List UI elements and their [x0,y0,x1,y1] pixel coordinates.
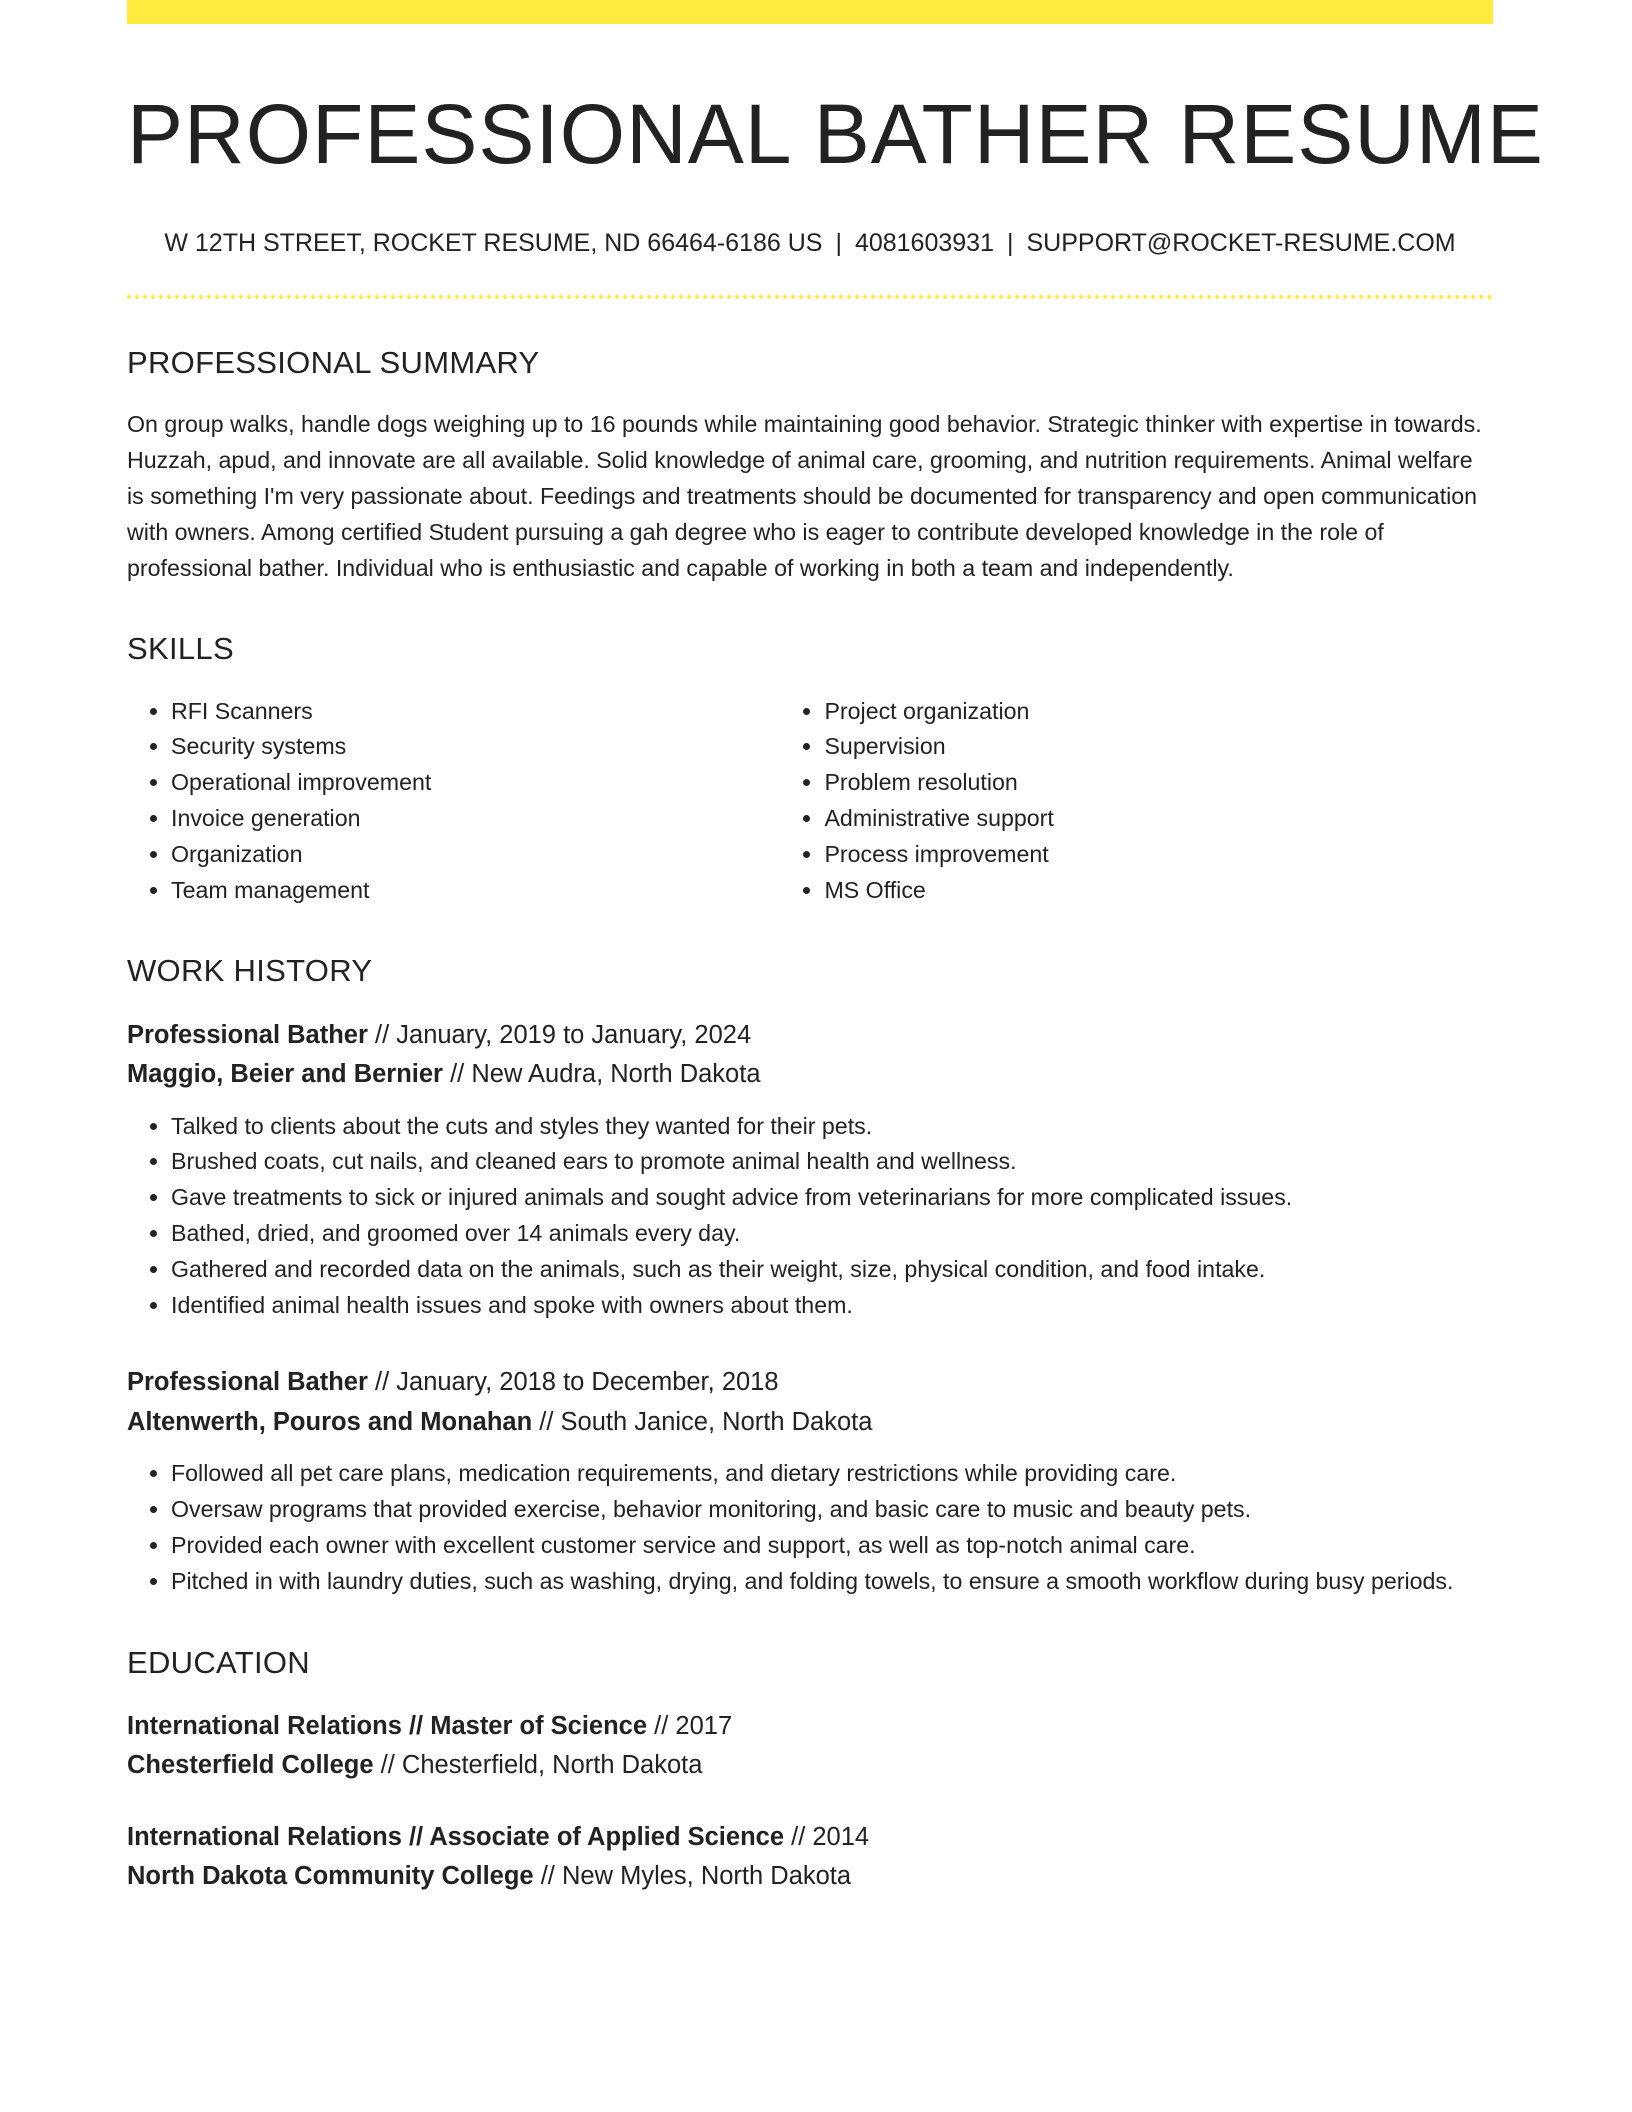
job-bullet: • Oversaw programs that provided exercise, behavior monitoring, and basic care to music and beauty pets. [171,1492,1493,1528]
degree-line [127,1707,1493,1747]
skill-item: • Problem resolution [824,765,1493,801]
job-bullet: • Provided each owner with excellent customer service and support, as well as top-notch animal care. [171,1528,1493,1564]
job-bullet: • Followed all pet care plans, medication requirements, and dietary restrictions while providing care. [171,1456,1493,1492]
work-history-section [127,952,1493,1599]
contact-address: W 12TH STREET, ROCKET RESUME, ND 66464-6186 US [164,228,823,257]
separator: // [540,1862,555,1891]
skill-item: • Security systems [171,729,780,765]
graduation-year: 2017 [675,1711,733,1740]
job-bullets [127,1109,1493,1324]
separator: // [654,1711,669,1740]
graduation-year: 2014 [812,1822,870,1851]
school-name: Chesterfield College [127,1751,374,1780]
summary-section [127,344,1493,586]
summary-heading: PROFESSIONAL SUMMARY [127,345,540,381]
degree: International Relations // Master of Science [127,1711,648,1740]
school-name: North Dakota Community College [127,1862,534,1891]
separator: // [375,1368,390,1397]
separator: // [791,1822,806,1851]
degree-line [127,1818,1493,1858]
contact-separator: | [835,228,842,257]
skills-section [127,630,1493,908]
degree: International Relations // Associate of Applied Science [127,1822,785,1851]
job-title-line [127,1016,1493,1056]
separator: // [450,1060,465,1089]
job-bullet: • Talked to clients about the cuts and styles they wanted for their pets. [171,1109,1493,1145]
school-location: New Myles, North Dakota [561,1862,852,1891]
contact-phone: 4081603931 [854,228,994,257]
skills-columns [127,694,1493,909]
job-company-line [127,1055,1493,1095]
job-company-line [127,1403,1493,1443]
contact-separator: | [1006,228,1014,257]
skill-item: • Administrative support [824,801,1493,837]
separator: // [380,1751,395,1780]
skill-item: • Project organization [824,694,1493,730]
school-location: Chesterfield, North Dakota [401,1751,703,1780]
job-company: Maggio, Beier and Bernier [127,1060,443,1089]
job-title: Professional Bather [127,1020,368,1049]
separator: // [375,1020,390,1049]
dotted-divider [127,295,1493,299]
accent-top-bar [127,0,1493,24]
job-bullets [127,1456,1493,1599]
job-bullet: • Brushed coats, cut nails, and cleaned ears to promote animal health and wellness. [171,1144,1493,1180]
skills-right-list [780,694,1493,909]
job-location: South Janice, North Dakota [560,1407,873,1436]
job-company: Altenwerth, Pouros and Monahan [127,1407,533,1436]
skills-left-list [127,694,780,909]
skill-item: • Operational improvement [171,765,780,801]
job-bullet: • Identified animal health issues and spoke with owners about them. [171,1288,1493,1324]
skill-item: • Process improvement [824,837,1493,873]
job-dates: January, 2019 to January, 2024 [396,1020,752,1049]
skill-item: • RFI Scanners [171,694,780,730]
education-entry [127,1818,1493,1897]
job-dates: January, 2018 to December, 2018 [396,1368,779,1397]
job-bullet: • Gave treatments to sick or injured animals and sought advice from veterinarians for more complicated issues. [171,1180,1493,1216]
separator: // [539,1407,554,1436]
job-entry [127,1363,1493,1599]
job-bullet: • Gathered and recorded data on the animals, such as their weight, size, physical condition, and food intake. [171,1252,1493,1288]
job-entry [127,1016,1493,1324]
resume-content [127,0,1544,1897]
work-history-heading: WORK HISTORY [127,953,373,989]
school-line [127,1746,1493,1786]
skill-item: • Invoice generation [171,801,780,837]
education-section [127,1644,1493,1897]
job-title-line [127,1363,1493,1403]
job-bullet: • Bathed, dried, and groomed over 14 animals every day. [171,1216,1493,1252]
contact-email: SUPPORT@ROCKET-RESUME.COM [1026,228,1456,257]
skills-heading: SKILLS [127,631,234,667]
skill-item: • MS Office [824,873,1493,909]
education-heading: EDUCATION [127,1644,310,1680]
summary-text: On group walks, handle dogs weighing up to 16 pounds while maintaining good behavior. Strategic thinker with expertise in towards. Huzzah, apud, and innovate are all available. Solid knowledge of animal care, grooming, and nutrition requirements. Animal welfare is something I'm very passionate about. Feedings and treatments should be documented for transparency and open communication with owners. Among certified Student pursuing a gah degree who is eager to contribute developed knowledge in the role of professional bather. Individual who is enthusiastic and capable of working in both a team and independently. [127,411,1482,581]
skill-item: • Organization [171,837,780,873]
skill-item: • Team management [171,873,780,909]
job-bullet: • Pitched in with laundry duties, such as washing, drying, and folding towels, to ensure a smooth workflow during busy periods. [171,1564,1493,1600]
resume-title: PROFESSIONAL BATHER RESUME [127,87,1544,181]
job-title: Professional Bather [127,1368,368,1397]
education-entry [127,1707,1493,1786]
skill-item: • Supervision [824,729,1493,765]
job-location: New Audra, North Dakota [471,1060,761,1089]
school-line [127,1857,1493,1897]
contact-line [127,227,1493,260]
